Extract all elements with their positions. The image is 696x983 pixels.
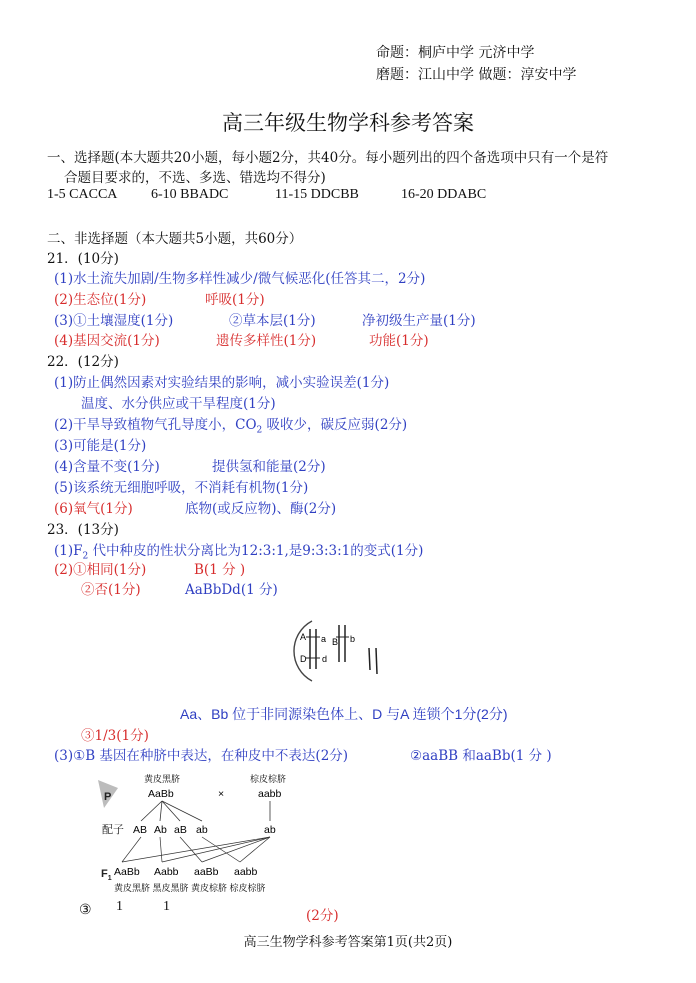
q22-answer-2: (2)干旱导致植物气孔导度小，$CO_2$ 吸收少，碳反应弱(2分) xyxy=(54,417,408,436)
q23-answer-3b: ②aaBB 和aaBb(1 分 ) xyxy=(410,748,552,764)
q21-answer-4a: (4)基因交流(1分) xyxy=(54,333,160,349)
q23-answer-2e: ③1/3(1分) xyxy=(81,728,149,744)
f1-line-2 xyxy=(160,837,162,862)
q22-answer-5: (5)该系统无细胞呼吸，不消耗有机物(1分) xyxy=(54,480,309,496)
offspring-phenotypes: 黄皮黑脐 黑皮黑脐 黄皮棕脐 棕皮棕脐 xyxy=(114,883,266,893)
cross-symbol: × xyxy=(218,788,225,800)
chromosome-svg xyxy=(286,620,398,682)
mc-answer-16-20: 16-20 DDABC xyxy=(401,187,487,202)
offspring-aaBb: aaBb xyxy=(194,866,219,878)
gamete-ab-parent2: ab xyxy=(264,824,276,836)
offspring-Aabb: Aabb xyxy=(154,866,179,878)
f1-line-6 xyxy=(162,837,270,862)
q21-label: 21．(10分) xyxy=(47,251,119,267)
gamete-arrow-1 xyxy=(141,801,162,821)
gene-label-A: A xyxy=(300,632,307,642)
cross-svg xyxy=(96,770,306,898)
q23-answer-1: $(1)F_2$ 代中种皮的性状分离比为12:3:1,是9:3:3:1的变式(1分) xyxy=(54,543,424,562)
mc-answer-6-10: 6-10 BBADC xyxy=(151,187,229,202)
q21-answer-3b: ②草本层(1分) xyxy=(229,313,316,329)
parent2-phenotype: 棕皮棕脐 xyxy=(250,774,287,784)
header-reviewer: 磨题：江山中学 做题：淳安中学 xyxy=(376,67,577,83)
gene-label-D: D xyxy=(300,654,307,664)
ratio-label: ③ xyxy=(79,902,92,918)
gene-label-B: B xyxy=(332,637,339,647)
q23-answer-2c: ②否(1分) xyxy=(81,582,141,598)
q21-answer-1: (1)水土流失加剧/生物多样性减少/微气候恶化(任答其二，2分) xyxy=(54,271,426,287)
f1-line-7 xyxy=(202,837,270,862)
q23-answer-3a: (3)①B 基因在种脐中表达，在种皮中不表达(2分) xyxy=(54,748,349,764)
f1-label: $F_1$ xyxy=(101,868,112,882)
chromatid-right-1 xyxy=(369,648,370,670)
chromosome-diagram xyxy=(286,620,398,682)
gamete-AB: AB xyxy=(133,824,148,836)
q23-answer-2b: B(1 分 ) xyxy=(194,562,246,578)
q21-answer-4b: 遗传多样性(1分) xyxy=(216,333,317,349)
q21-answer-3a: (3)①土壤湿度(1分) xyxy=(54,313,174,329)
header-proposer: 命题：桐庐中学 元济中学 xyxy=(376,45,535,61)
parent1-phenotype: 黄皮黑脐 xyxy=(144,774,181,784)
q21-answer-2b: 呼吸(1分) xyxy=(205,292,265,308)
q21-answer-3c: 净初级生产量(1分) xyxy=(362,313,476,329)
gamete-arrow-3 xyxy=(162,801,180,821)
f1-line-1 xyxy=(122,837,141,862)
page-footer: 高三生物学科参考答案第1页(共2页) xyxy=(243,935,453,950)
parent1-genotype: AaBb xyxy=(148,788,174,800)
section1-heading-cont: 合题目要求的，不选、多选、错选均不得分) xyxy=(64,170,326,186)
gamete-arrow-4 xyxy=(162,801,202,821)
ratio-value-1: 1 xyxy=(116,899,123,914)
q22-answer-1: (1)防止偶然因素对实验结果的影响，减小实验误差(1分) xyxy=(54,375,390,391)
ratio-value-2: 1 xyxy=(163,899,170,914)
f1-line-4 xyxy=(202,837,240,862)
q22-label: 22．(12分) xyxy=(47,354,119,370)
gamete-ab: ab xyxy=(196,824,208,836)
p-label: P xyxy=(104,791,112,803)
section1-heading: 一、选择题(本大题共20小题，每小题2分，共40分。每小题列出的四个备选项中只有一个是符 xyxy=(47,150,609,166)
gene-label-b: b xyxy=(350,634,356,644)
gamete-aB: aB xyxy=(174,824,187,836)
f1-line-5 xyxy=(122,837,270,862)
genetic-cross-diagram xyxy=(96,770,306,898)
gene-label-d: d xyxy=(322,654,328,664)
q22-answer-6b: 底物(或反应物)、酶(2分) xyxy=(185,501,337,517)
q23-label: 23．(13分) xyxy=(47,522,119,538)
offspring-aabb: aabb xyxy=(234,866,258,878)
q22-answer-4a: (4)含量不变(1分) xyxy=(54,459,160,475)
q21-answer-4c: 功能(1分) xyxy=(369,333,429,349)
page-title: 高三年级生物学科参考答案 xyxy=(222,111,474,135)
q23-answer-2a: (2)①相同(1分) xyxy=(54,562,147,578)
q22-answer-6a: (6)氧气(1分) xyxy=(54,501,133,517)
q22-answer-3: (3)可能是(1分) xyxy=(54,438,147,454)
mc-answer-11-15: 11-15 DDCBB xyxy=(275,187,359,202)
q22-answer-4b: 提供氢和能量(2分) xyxy=(212,459,326,475)
mc-answer-1-5: 1-5 CACCA xyxy=(47,187,118,202)
q21-answer-2a: (2)生态位(1分) xyxy=(54,292,147,308)
gamete-Ab: Ab xyxy=(154,824,167,836)
q23-answer-2d: AaBbDd(1 分) xyxy=(185,582,278,598)
gamete-arrow-2 xyxy=(160,801,162,821)
offspring-AaBb: AaBb xyxy=(114,866,140,878)
q22-answer-1b: 温度、水分供应或干旱程度(1分) xyxy=(81,396,276,412)
parent2-genotype: aabb xyxy=(258,788,282,800)
f1-line-3 xyxy=(180,837,202,862)
gene-label-a: a xyxy=(321,634,327,644)
chromosome-note: Aa、Bb 位于非同源染色体上、D 与A 连锁个1分(2分) xyxy=(180,706,508,722)
chromatid-right-2 xyxy=(376,648,377,674)
ratio-score: (2分) xyxy=(306,908,339,924)
section2-heading: 二、非选择题（本大题共5小题，共60分） xyxy=(47,231,303,247)
gamete-label: 配子 xyxy=(102,824,124,836)
